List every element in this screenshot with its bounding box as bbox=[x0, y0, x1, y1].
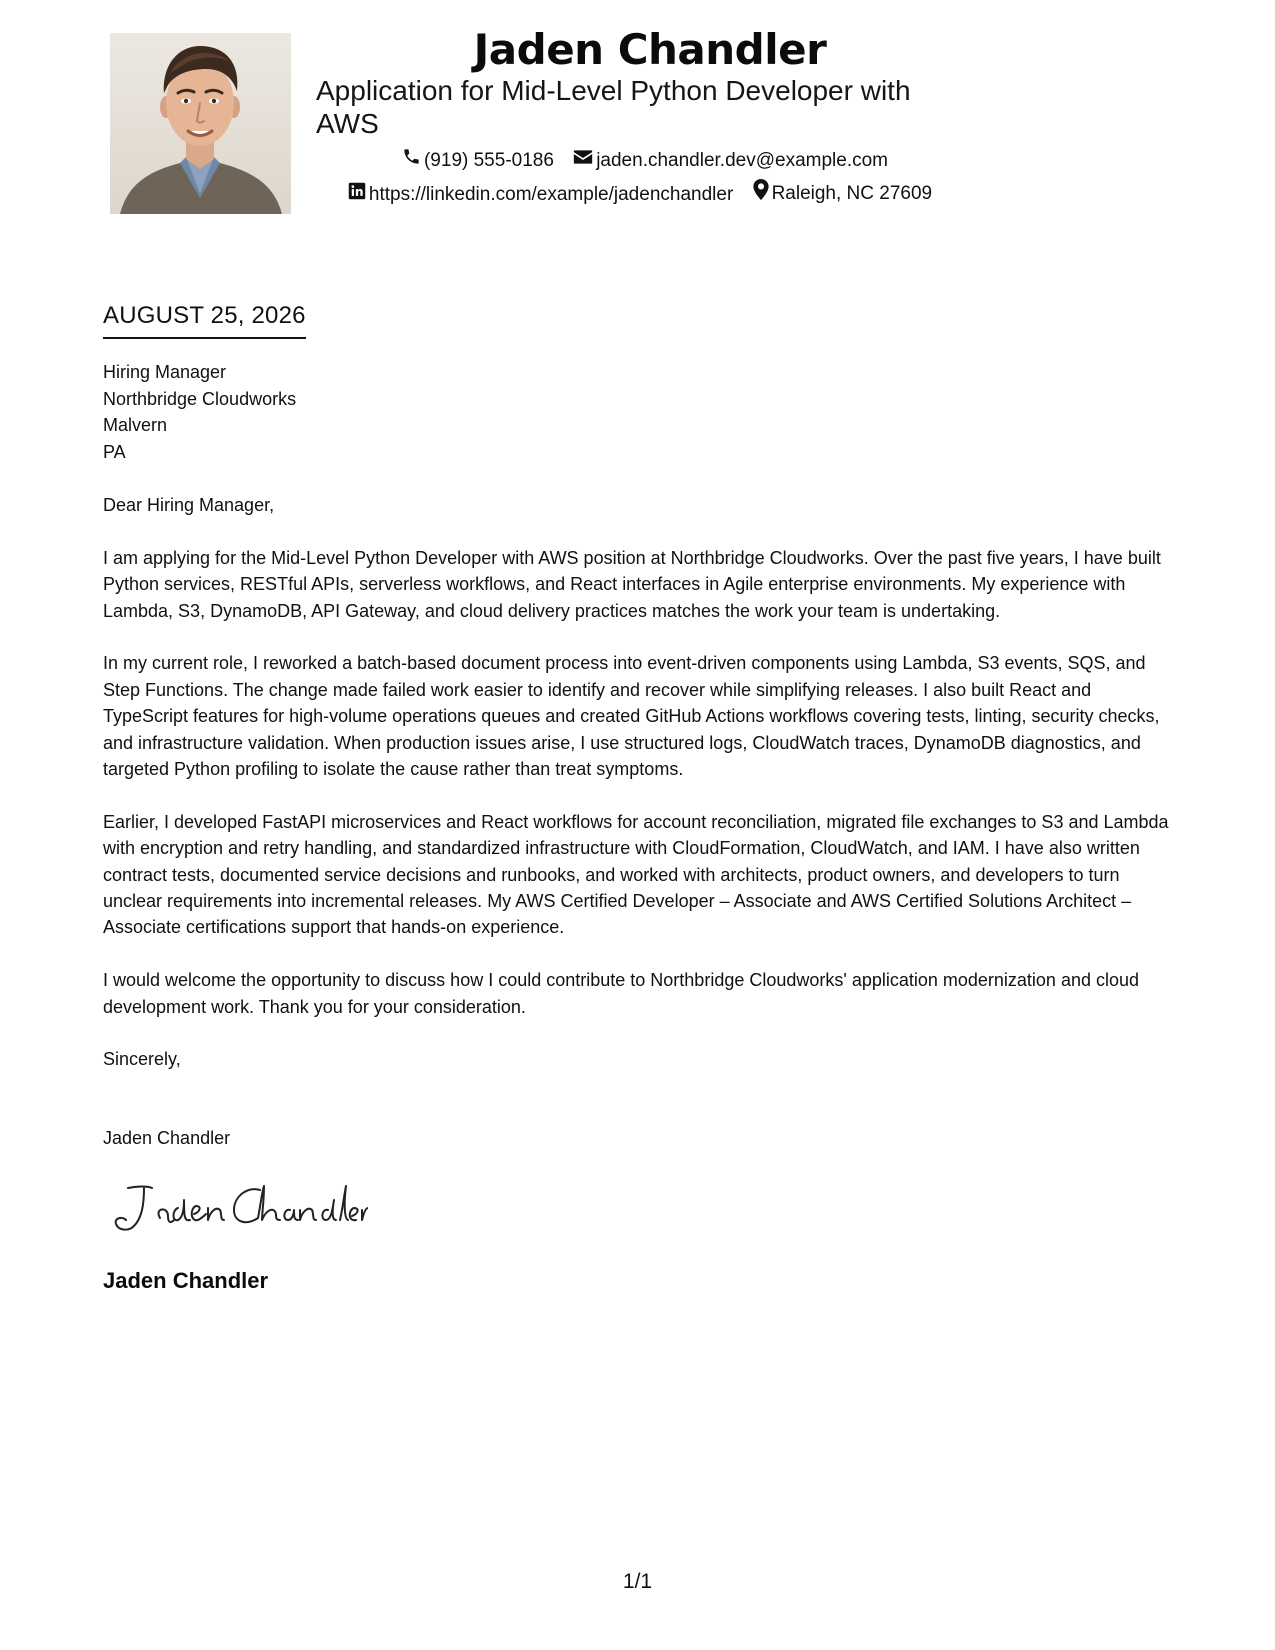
recipient-line: PA bbox=[103, 441, 126, 462]
closing: Sincerely, bbox=[103, 1049, 181, 1069]
body-paragraph: I am applying for the Mid-Level Python Developer with AWS position at Northbridge Cloudworks. Over the past five years, I have built Python services, RESTful APIs, serverless workflows, and React interfaces in Agile enterprise environments. My experience with Lambda, S3, DynamoDB, API Gateway, and cloud delivery practices matches the work your team is undertaking. bbox=[103, 547, 1161, 621]
application-subtitle: Application for Mid-Level Python Developer with AWS bbox=[316, 75, 911, 139]
recipient-line: Northbridge Cloudworks bbox=[103, 388, 297, 409]
location-text: Raleigh, NC 27609 bbox=[771, 182, 933, 204]
email-text: jaden.chandler.dev@example.com bbox=[596, 150, 888, 171]
body-paragraph: Earlier, I developed FastAPI microservices and React workflows for account reconciliation, migrated file exchanges to S3 and Lambda with encryption and retry handling, and standardized infrastructure with CloudFormation, CloudWatch, and IAM. I have also written contract tests, documented service decisions and runbooks, and worked with architects, product owners, and developers to turn unclear requirements into incremental releases. My AWS Certified Developer – Associate and AWS Certified Solutions Architect – Associate certifications support that hands-on experience. bbox=[103, 811, 1169, 938]
map-marker-icon bbox=[753, 179, 772, 208]
linkedin-icon bbox=[348, 182, 369, 208]
profile-photo bbox=[110, 33, 291, 214]
handwritten-signature bbox=[108, 1178, 368, 1238]
page-number: 1/1 bbox=[622, 1570, 653, 1593]
body-paragraph: In my current role, I reworked a batch-based document process into event-driven components using Lambda, S3 events, SQS, and Step Functions. The change made failed work easier to identify and recover while simplifying releases. I also built React and TypeScript features for high-volume operations queues and created GitHub Actions workflows covering tests, linting, security checks, and infrastructure validation. When production issues arise, I use structured logs, CloudWatch traces, DynamoDB diagnostics, and targeted Python profiling to isolate the cause rather than treat symptoms. bbox=[103, 653, 1160, 780]
phone-icon bbox=[402, 147, 424, 174]
typed-name: Jaden Chandler bbox=[103, 1128, 231, 1148]
contact-location bbox=[753, 179, 933, 208]
recipient-line: Malvern bbox=[103, 415, 168, 435]
letter-body bbox=[103, 492, 1175, 1046]
signer-name-bold: Jaden Chandler bbox=[103, 1268, 269, 1293]
linkedin-text: https://linkedin.com/example/jadenchandler bbox=[368, 184, 734, 205]
body-paragraph: I would welcome the opportunity to discuss how I could contribute to Northbridge Cloudworks' application modernization and cloud development work. Thank you for your consideration. bbox=[103, 970, 1140, 1017]
envelope-icon bbox=[573, 148, 596, 174]
contact-email[interactable] bbox=[573, 148, 888, 174]
recipient-line: Hiring Manager bbox=[103, 362, 227, 382]
letter-date: AUGUST 25, 2026 bbox=[103, 300, 306, 339]
contact-phone[interactable] bbox=[402, 147, 554, 174]
recipient-address bbox=[103, 359, 296, 465]
contact-row-secondary bbox=[290, 179, 990, 208]
applicant-name-heading: Jaden Chandler bbox=[473, 25, 827, 74]
contact-row-primary bbox=[295, 147, 995, 174]
contact-linkedin[interactable] bbox=[348, 182, 733, 208]
salutation: Dear Hiring Manager, bbox=[103, 495, 275, 515]
phone-text: (919) 555-0186 bbox=[423, 149, 554, 171]
